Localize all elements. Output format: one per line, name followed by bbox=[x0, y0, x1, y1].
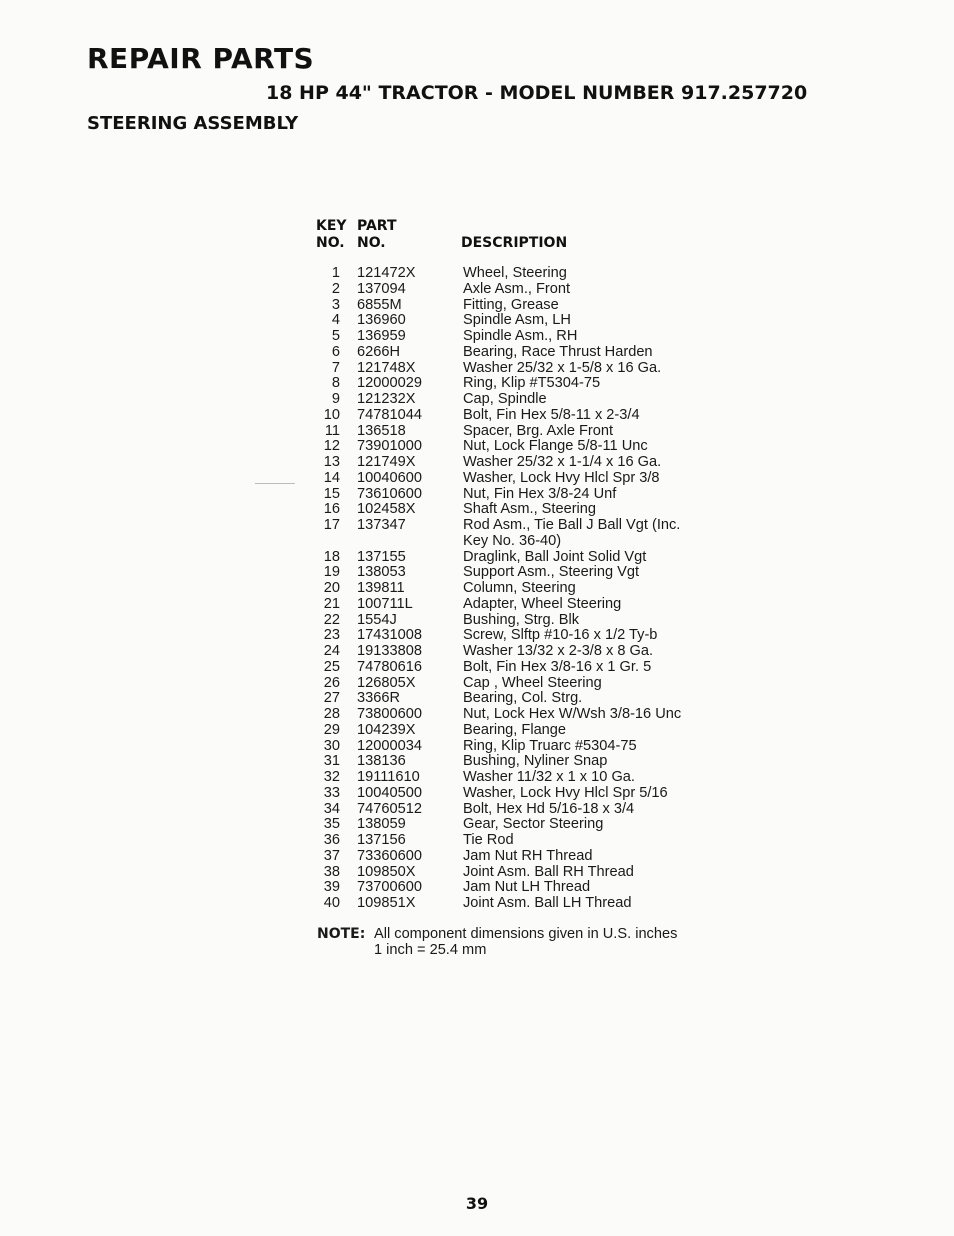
description-cell: Draglink, Ball Joint Solid Vgt bbox=[463, 548, 647, 565]
description-cell: Bolt, Fin Hex 5/8-11 x 2-3/4 bbox=[463, 406, 640, 423]
part-no-cell: 139811 bbox=[357, 580, 405, 596]
part-no-cell: 19111610 bbox=[357, 769, 420, 785]
key-no-cell: 28 bbox=[323, 706, 340, 722]
page-number: 39 bbox=[465, 1194, 489, 1213]
key-no-cell: 23 bbox=[323, 627, 340, 644]
table-row bbox=[316, 802, 736, 818]
parts-table bbox=[316, 218, 736, 912]
description-cell: Cap, Spindle bbox=[463, 391, 547, 407]
table-row bbox=[316, 345, 736, 361]
description-cell: Column, Steering bbox=[463, 580, 576, 596]
key-no-cell: 16 bbox=[323, 501, 340, 518]
key-no-cell: 20 bbox=[323, 580, 340, 596]
table-row bbox=[316, 691, 736, 707]
part-no-cell: 137094 bbox=[357, 280, 406, 297]
part-no-cell: 74760512 bbox=[357, 800, 422, 817]
description-cell: Ring, Klip Truarc #5304-75 bbox=[463, 737, 637, 754]
key-no-cell: 18 bbox=[323, 548, 340, 565]
key-no-cell: 1 bbox=[331, 265, 340, 281]
table-row bbox=[316, 471, 736, 487]
part-no-cell: 3366R bbox=[357, 690, 401, 707]
key-no-cell: 25 bbox=[323, 658, 340, 675]
description-cell: Axle Asm., Front bbox=[463, 280, 571, 297]
table-row bbox=[316, 439, 736, 455]
table-row bbox=[316, 628, 736, 644]
description-cell: Ring, Klip #T5304-75 bbox=[463, 375, 601, 392]
part-no-cell: 136959 bbox=[357, 328, 406, 344]
part-no-cell: 109850X bbox=[357, 863, 416, 880]
table-row bbox=[316, 896, 736, 912]
table-row bbox=[316, 581, 736, 597]
description-cell: Spindle Asm., RH bbox=[463, 328, 578, 344]
description-cell: Spindle Asm, LH bbox=[463, 312, 571, 329]
description-cell: Adapter, Wheel Steering bbox=[463, 595, 622, 612]
table-row bbox=[316, 833, 736, 849]
table-row bbox=[316, 644, 736, 660]
key-no-cell: 12 bbox=[323, 438, 340, 455]
description-cell: Spacer, Brg. Axle Front bbox=[463, 422, 614, 439]
description-cell: Nut, Fin Hex 3/8-24 Unf bbox=[463, 485, 617, 502]
key-no-cell: 3 bbox=[331, 296, 340, 313]
description-cell: Bolt, Hex Hd 5/16-18 x 3/4 bbox=[463, 800, 635, 817]
key-no-cell: 36 bbox=[323, 832, 340, 848]
key-no-cell: 39 bbox=[323, 879, 340, 896]
key-no-cell: 8 bbox=[331, 375, 340, 392]
table-row bbox=[316, 754, 736, 770]
part-no-cell: 74780616 bbox=[357, 658, 422, 675]
key-no-cell: 32 bbox=[323, 769, 340, 785]
section-heading: STEERING ASSEMBLY bbox=[87, 113, 299, 134]
part-no-cell: 109851X bbox=[357, 895, 416, 911]
description-cell: Bearing, Race Thrust Harden bbox=[463, 343, 653, 360]
table-row bbox=[316, 613, 736, 629]
key-no-cell: 9 bbox=[331, 391, 340, 407]
table-row bbox=[316, 487, 736, 503]
model-subtitle: 18 HP 44" TRACTOR - MODEL NUMBER 917.257720 bbox=[266, 82, 808, 104]
part-no-cell: 126805X bbox=[357, 674, 416, 691]
part-no-cell: 19133808 bbox=[357, 643, 422, 659]
part-no-cell: 102458X bbox=[357, 501, 416, 518]
part-no-cell: 121749X bbox=[357, 454, 416, 470]
key-no-cell: 17 bbox=[323, 517, 340, 533]
table-row bbox=[316, 786, 736, 802]
description-cell: Tie Rod bbox=[463, 832, 514, 848]
description-cell: Washer 13/32 x 2-3/8 x 8 Ga. bbox=[463, 643, 654, 659]
description-cell: Washer 25/32 x 1-5/8 x 16 Ga. bbox=[463, 359, 662, 376]
part-no-cell: 104239X bbox=[357, 721, 416, 738]
key-no-cell: 21 bbox=[323, 595, 340, 612]
table-row bbox=[316, 817, 736, 833]
part-no-cell: 100711L bbox=[357, 595, 413, 612]
table-row bbox=[316, 880, 736, 896]
table-row bbox=[316, 266, 736, 282]
key-no-cell: 10 bbox=[323, 406, 340, 423]
key-no-cell: 4 bbox=[331, 312, 340, 329]
key-no-cell: 11 bbox=[324, 422, 340, 439]
table-row bbox=[316, 865, 736, 881]
part-no-cell: 136518 bbox=[357, 422, 406, 439]
description-cell: Wheel, Steering bbox=[463, 265, 567, 281]
description-cell: Washer 25/32 x 1-1/4 x 16 Ga. bbox=[463, 454, 662, 470]
part-no-cell: 136960 bbox=[357, 312, 406, 329]
parts-table-header bbox=[316, 218, 736, 252]
table-row bbox=[316, 392, 736, 408]
part-no-cell: 73901000 bbox=[357, 438, 422, 455]
description-cell: Jam Nut RH Thread bbox=[463, 847, 593, 864]
key-no-cell: 33 bbox=[323, 784, 340, 801]
description-cell: Nut, Lock Hex W/Wsh 3/8-16 Unc bbox=[463, 706, 682, 722]
key-no-cell: 6 bbox=[331, 343, 340, 360]
part-no-cell: 73800600 bbox=[357, 706, 422, 722]
table-row bbox=[316, 770, 736, 786]
table-row bbox=[316, 502, 736, 518]
part-no-cell: 12000034 bbox=[357, 737, 422, 754]
table-row bbox=[316, 518, 736, 550]
part-no-cell: 74781044 bbox=[357, 406, 422, 423]
dimension-note bbox=[317, 926, 677, 958]
part-no-cell: 138059 bbox=[357, 816, 406, 833]
description-header: DESCRIPTION bbox=[461, 235, 568, 251]
description-cell: Washer, Lock Hvy Hlcl Spr 5/16 bbox=[463, 784, 668, 801]
table-row bbox=[316, 550, 736, 566]
description-cell: Screw, Slftp #10-16 x 1/2 Ty-b bbox=[463, 627, 658, 644]
key-no-cell: 14 bbox=[323, 469, 340, 486]
part-no-cell: 1554J bbox=[357, 611, 397, 628]
table-row bbox=[316, 597, 736, 613]
description-cell: Shaft Asm., Steering bbox=[463, 501, 597, 518]
table-row bbox=[316, 849, 736, 865]
description-cell: Bolt, Fin Hex 3/8-16 x 1 Gr. 5 bbox=[463, 658, 652, 675]
description-cell: Cap , Wheel Steering bbox=[463, 674, 602, 691]
table-row bbox=[316, 676, 736, 692]
table-row bbox=[316, 361, 736, 377]
description-cell: Gear, Sector Steering bbox=[463, 816, 604, 833]
part-no-cell: 137347 bbox=[357, 517, 406, 533]
part-no-cell: 121232X bbox=[357, 391, 416, 407]
table-row bbox=[316, 739, 736, 755]
key-no-cell: 29 bbox=[323, 721, 340, 738]
key-no-header: KEY NO. bbox=[316, 218, 347, 251]
table-row bbox=[316, 329, 736, 345]
part-no-cell: 12000029 bbox=[357, 375, 422, 392]
key-no-cell: 27 bbox=[323, 690, 340, 707]
key-no-cell: 34 bbox=[323, 800, 340, 817]
description-cell: Nut, Lock Flange 5/8-11 Unc bbox=[463, 438, 648, 455]
part-no-cell: 121472X bbox=[357, 265, 416, 281]
part-no-cell: 73610600 bbox=[357, 485, 422, 502]
description-cell: Support Asm., Steering Vgt bbox=[463, 564, 640, 581]
table-row bbox=[316, 455, 736, 471]
key-no-cell: 38 bbox=[323, 863, 340, 880]
table-row bbox=[316, 707, 736, 723]
description-cell: Bearing, Col. Strg. bbox=[463, 690, 583, 707]
description-cell: Jam Nut LH Thread bbox=[463, 879, 591, 896]
part-no-cell: 10040500 bbox=[357, 784, 422, 801]
description-cell: Joint Asm. Ball RH Thread bbox=[463, 863, 634, 880]
part-no-cell: 6266H bbox=[357, 343, 401, 360]
table-row bbox=[316, 424, 736, 440]
description-cell: Washer, Lock Hvy Hlcl Spr 3/8 bbox=[463, 469, 660, 486]
table-row bbox=[316, 282, 736, 298]
description-cell: Washer 11/32 x 1 x 10 Ga. bbox=[463, 769, 635, 785]
part-no-cell: 17431008 bbox=[357, 627, 422, 644]
part-no-cell: 138053 bbox=[357, 564, 406, 581]
part-no-cell: 10040600 bbox=[357, 469, 422, 486]
part-no-cell: 137155 bbox=[357, 548, 406, 565]
description-cell: Bushing, Strg. Blk bbox=[463, 611, 579, 628]
part-no-cell: 138136 bbox=[357, 753, 406, 770]
description-cell: Bushing, Nyliner Snap bbox=[463, 753, 608, 770]
part-no-cell: 137156 bbox=[357, 832, 406, 848]
part-no-cell: 73360600 bbox=[357, 847, 422, 864]
key-no-cell: 31 bbox=[323, 753, 340, 770]
table-row bbox=[316, 376, 736, 392]
key-no-cell: 30 bbox=[323, 737, 340, 754]
note-label: NOTE: bbox=[317, 926, 366, 942]
page-title: REPAIR PARTS bbox=[87, 42, 315, 75]
key-no-cell: 15 bbox=[323, 485, 340, 502]
key-no-cell: 37 bbox=[323, 847, 340, 864]
key-no-cell: 13 bbox=[323, 454, 340, 470]
key-no-cell: 24 bbox=[323, 643, 340, 659]
table-row bbox=[316, 565, 736, 581]
parts-list bbox=[316, 266, 736, 912]
description-cell: Fitting, Grease bbox=[463, 296, 559, 313]
description-cell: Bearing, Flange bbox=[463, 721, 567, 738]
key-no-cell: 19 bbox=[323, 564, 340, 581]
key-no-cell: 22 bbox=[323, 611, 340, 628]
scan-artifact-line bbox=[255, 483, 295, 484]
description-cell: Joint Asm. Ball LH Thread bbox=[463, 895, 632, 911]
key-no-cell: 5 bbox=[331, 328, 340, 344]
table-row bbox=[316, 723, 736, 739]
key-no-cell: 40 bbox=[323, 895, 340, 911]
key-no-cell: 7 bbox=[331, 359, 340, 376]
table-row bbox=[316, 298, 736, 314]
part-no-header: PART NO. bbox=[357, 218, 397, 251]
part-no-cell: 121748X bbox=[357, 359, 416, 376]
key-no-cell: 35 bbox=[323, 816, 340, 833]
table-row bbox=[316, 408, 736, 424]
description-cell: Rod Asm., Tie Ball J Ball Vgt (Inc. Key No. 36-40) bbox=[463, 517, 681, 549]
table-row bbox=[316, 660, 736, 676]
part-no-cell: 6855M bbox=[357, 296, 402, 313]
key-no-cell: 26 bbox=[323, 674, 340, 691]
part-no-cell: 73700600 bbox=[357, 879, 422, 896]
key-no-cell: 2 bbox=[331, 280, 340, 297]
note-text: All component dimensions given in U.S. inches 1 inch = 25.4 mm bbox=[374, 926, 678, 958]
table-row bbox=[316, 313, 736, 329]
